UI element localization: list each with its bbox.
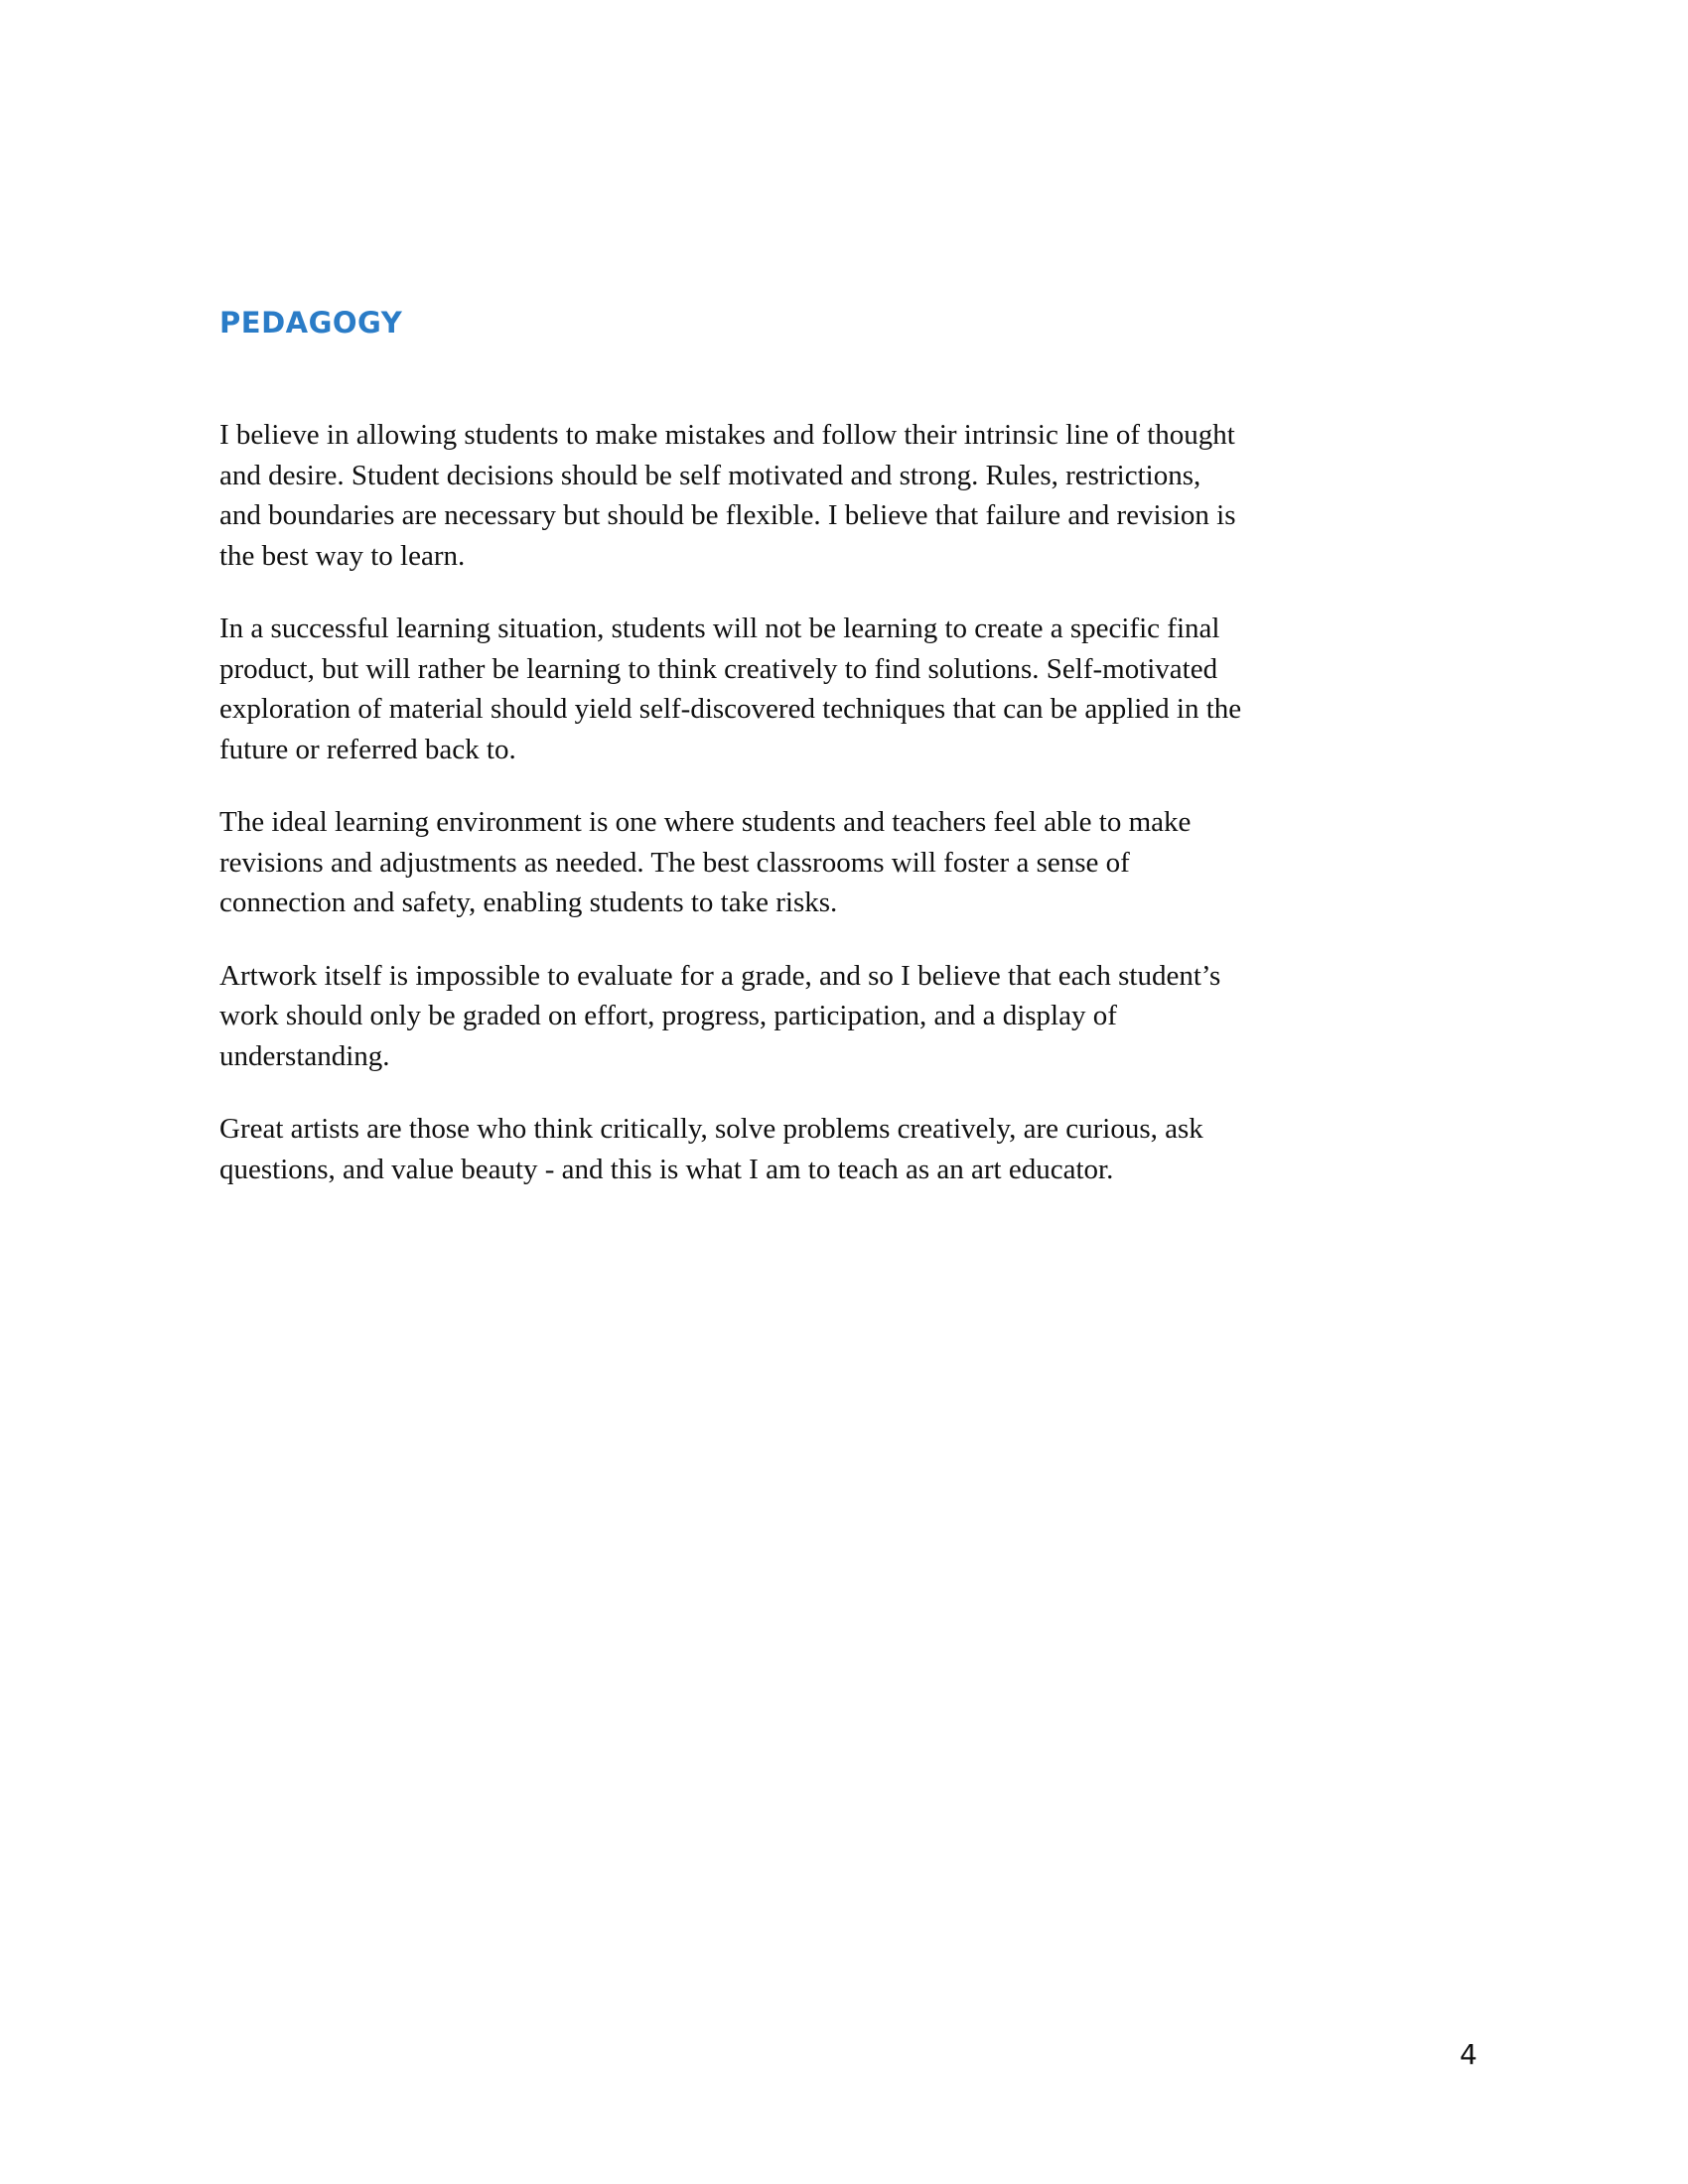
paragraph-line: future or referred back to. xyxy=(219,733,516,765)
paragraph-line: understanding. xyxy=(219,1039,390,1072)
paragraph-line: revisions and adjustments as needed. The best classrooms will foster a sense of xyxy=(219,846,1130,879)
paragraph-line: Great artists are those who think critically, solve problems creatively, are curious, ask xyxy=(219,1113,1203,1145)
paragraph-2 xyxy=(219,609,1332,769)
paragraph-1 xyxy=(219,415,1332,576)
section-heading: PEDAGOGY xyxy=(219,306,403,340)
body-text xyxy=(219,415,1332,1222)
paragraph-3 xyxy=(219,802,1332,923)
paragraph-line: questions, and value beauty - and this is what I am to teach as an art educator. xyxy=(219,1153,1114,1185)
paragraph-line: I believe in allowing students to make mistakes and follow their intrinsic line of thought xyxy=(219,419,1235,451)
paragraph-line: work should only be graded on effort, progress, participation, and a display of xyxy=(219,1000,1117,1031)
paragraph-5 xyxy=(219,1109,1332,1189)
paragraph-line: connection and safety, enabling students to take risks. xyxy=(219,887,838,918)
paragraph-line: the best way to learn. xyxy=(219,539,466,572)
page-number: 4 xyxy=(1460,2038,1477,2071)
paragraph-line: The ideal learning environment is one where students and teachers feel able to make xyxy=(219,806,1192,838)
paragraph-line: exploration of material should yield self-discovered techniques that can be applied in the xyxy=(219,693,1242,725)
paragraph-line: product, but will rather be learning to think creatively to find solutions. Self-motivated xyxy=(219,652,1218,685)
paragraph-4 xyxy=(219,956,1332,1077)
paragraph-line: and desire. Student decisions should be self motivated and strong. Rules, restrictions, xyxy=(219,459,1201,491)
paragraph-line: Artwork itself is impossible to evaluate for a grade, and so I believe that each student’s xyxy=(219,959,1221,992)
paragraph-line: In a successful learning situation, students will not be learning to create a specific final xyxy=(219,613,1220,644)
paragraph-line: and boundaries are necessary but should be flexible. I believe that failure and revision is xyxy=(219,499,1236,531)
